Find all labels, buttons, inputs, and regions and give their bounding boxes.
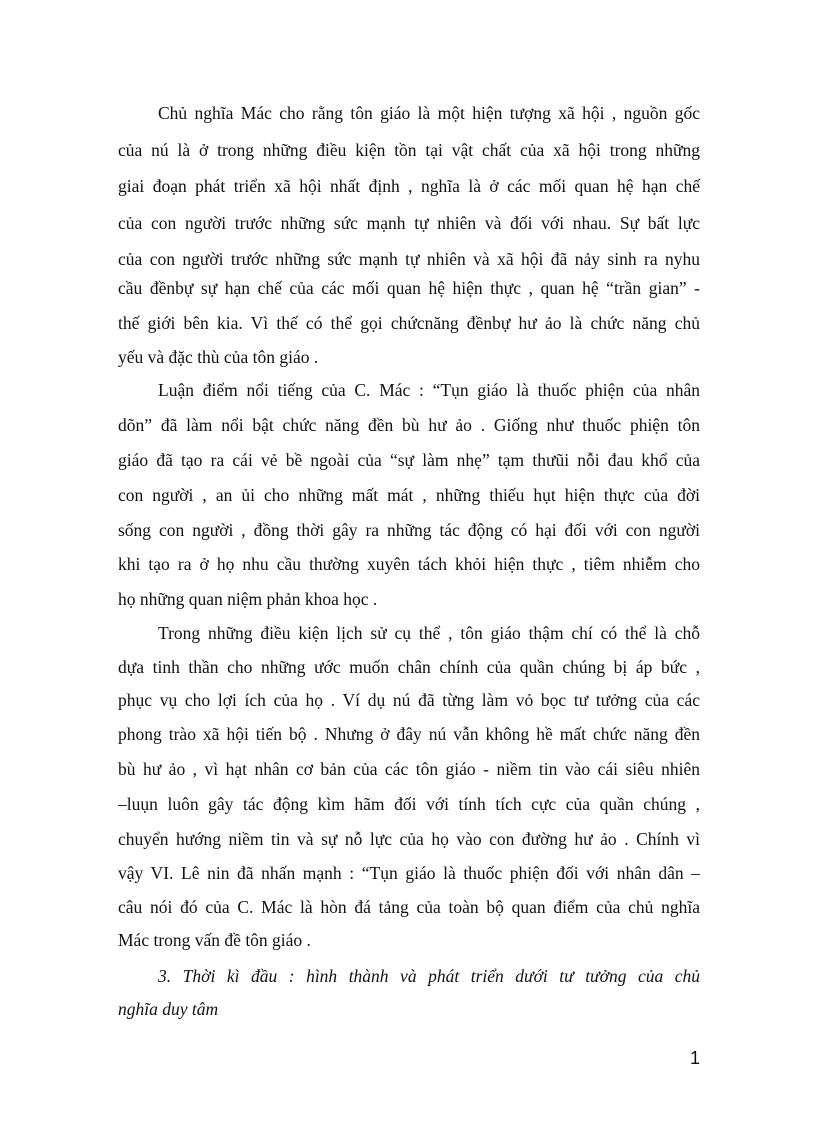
paragraph-line: Trong những điều kiện lịch sử cụ thể , tôn giáo thậm chí có thể là chỗ xyxy=(158,623,700,643)
paragraph-line: họ những quan niệm phản khoa học . xyxy=(118,589,378,609)
paragraph-line: Luận điểm nổi tiếng của C. Mác : “Tụn giáo là thuốc phiện của nhân xyxy=(158,380,700,400)
paragraph-line: khi tạo ra ở họ nhu cầu thường xuyên tách khỏi hiện thực , tiêm nhiễm cho xyxy=(118,554,700,574)
paragraph-line: giáo đã tạo ra cái vẻ bề ngoài của “sự làm nhẹ” tạm thưũi nỗi đau khổ của xyxy=(118,450,700,470)
heading-line: nghĩa duy tâm xyxy=(118,999,219,1019)
paragraph-line: cầu đềnbự sự hạn chế của các mối quan hệ hiện thực , quan hệ “trần gian” - xyxy=(118,278,700,298)
paragraph-line: bù hư ảo , vì hạt nhân cơ bản của các tôn giáo - niềm tin vào cái siêu nhiên xyxy=(118,759,700,779)
paragraph-line: dựa tinh thần cho những ước muốn chân chính của quần chúng bị áp bức , xyxy=(118,657,700,677)
paragraph-line: câu nói đó của C. Mác là hòn đá tảng của toàn bộ quan điểm của chủ nghĩa xyxy=(118,897,700,917)
paragraph-line: phong trào xã hội tiến bộ . Nhưng ở đây nú vẫn không hề mất chức năng đền xyxy=(118,724,700,744)
paragraph-line: giai đoạn phát triển xã hội nhất định , nghĩa là ở các mối quan hệ hạn chế xyxy=(118,176,700,196)
paragraph-line: của con người trước những sức mạnh tự nhiên và đối với nhau. Sự bất lực xyxy=(118,213,700,233)
paragraph-line: của nú là ở trong những điều kiện tồn tại vật chất của xã hội trong những xyxy=(118,140,700,160)
paragraph-line: của con người trước những sức mạnh tự nhiên và xã hội đã nảy sinh ra nyhu xyxy=(118,249,700,269)
paragraph-line: chuyển hướng niềm tin và sự nỗ lực của họ vào con đường hư ảo . Chính vì xyxy=(118,829,700,849)
paragraph-line: sống con người , đồng thời gây ra những tác động có hại đối với con người xyxy=(118,520,700,540)
paragraph-line: Chủ nghĩa Mác cho rằng tôn giáo là một hiện tượng xã hội , nguồn gốc xyxy=(158,103,700,123)
paragraph-line: vậy VI. Lê nin đã nhấn mạnh : “Tụn giáo là thuốc phiện đối với nhân dân – xyxy=(118,863,700,883)
paragraph-line: Mác trong vấn đề tôn giáo . xyxy=(118,930,311,950)
paragraph-line: con người , an ủi cho những mất mát , những thiếu hụt hiện thực của đời xyxy=(118,485,700,505)
paragraph-line: phục vụ cho lợi ích của họ . Ví dụ nú đã từng làm vỏ bọc tư tưởng của các xyxy=(118,690,700,710)
paragraph-line: yếu và đặc thù của tôn giáo . xyxy=(118,347,319,367)
paragraph-line: thế giới bên kia. Vì thế có thể gọi chứcnăng đềnbự hư ảo là chức năng chủ xyxy=(118,313,700,333)
paragraph-line: –luụn luôn gây tác động kìm hãm đối với tính tích cực của quần chúng , xyxy=(118,794,700,814)
heading-line: 3. Thời kì đầu : hình thành và phát triển dưới tư tưởng của chủ xyxy=(158,966,700,986)
paragraph-line: dõn” đã làm nổi bật chức năng đền bù hư ảo . Giống như thuốc phiện tôn xyxy=(118,415,700,435)
page-number: 1 xyxy=(690,1048,701,1068)
